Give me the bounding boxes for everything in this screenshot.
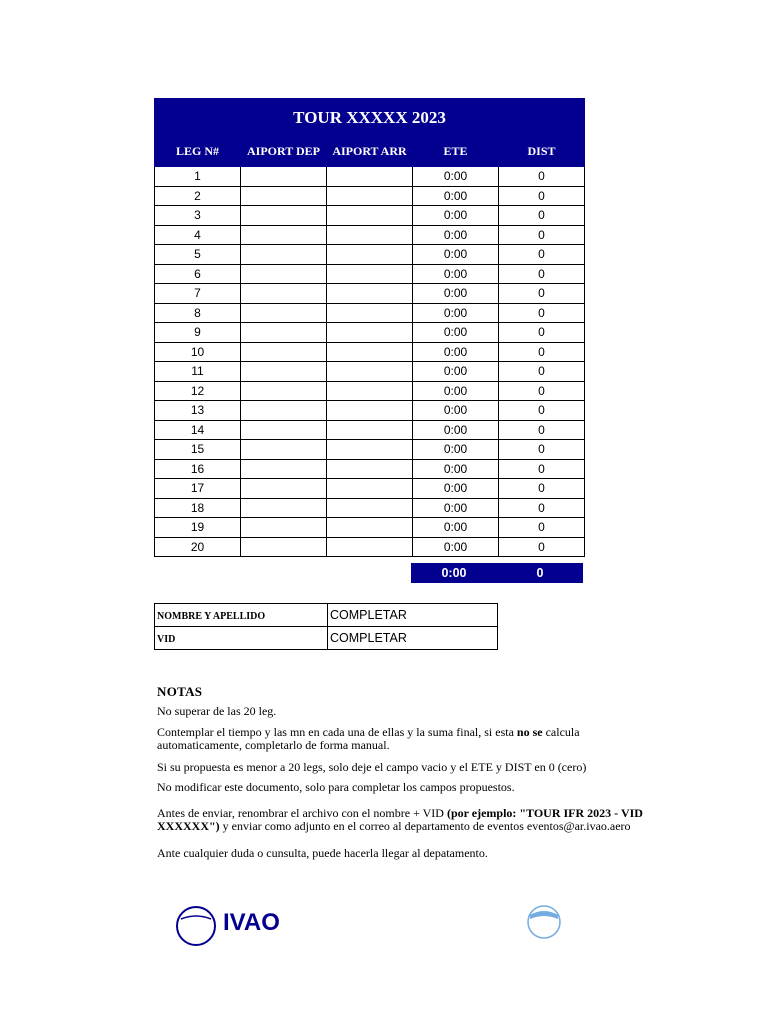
ete-cell: 0:00 bbox=[413, 186, 499, 206]
airport-dep-cell[interactable] bbox=[241, 167, 327, 187]
ivao-logo-icon bbox=[175, 905, 300, 935]
ete-cell: 0:00 bbox=[413, 284, 499, 304]
leg-number-cell: 8 bbox=[155, 303, 241, 323]
airport-arr-cell[interactable] bbox=[327, 537, 413, 557]
airport-arr-cell[interactable] bbox=[327, 498, 413, 518]
dist-cell: 0 bbox=[499, 440, 585, 460]
airport-dep-cell[interactable] bbox=[241, 206, 327, 226]
table-row bbox=[155, 186, 585, 206]
airport-arr-cell[interactable] bbox=[327, 245, 413, 265]
header-leg: LEG N# bbox=[155, 137, 241, 167]
airport-arr-cell[interactable] bbox=[327, 167, 413, 187]
table-row bbox=[155, 323, 585, 343]
dist-cell: 0 bbox=[499, 186, 585, 206]
airport-dep-cell[interactable] bbox=[241, 459, 327, 479]
airport-dep-cell[interactable] bbox=[241, 323, 327, 343]
name-field[interactable]: COMPLETAR bbox=[328, 604, 498, 627]
note-no-modify: No modificar este documento, solo para completar los campos propuestos. bbox=[157, 779, 515, 794]
note-text: calcula automaticamente, completarlo de forma manual. bbox=[157, 725, 580, 752]
table-row bbox=[155, 420, 585, 440]
vid-label: VID bbox=[155, 627, 328, 650]
leg-number-cell: 7 bbox=[155, 284, 241, 304]
leg-number-cell: 2 bbox=[155, 186, 241, 206]
ete-cell: 0:00 bbox=[413, 459, 499, 479]
airport-dep-cell[interactable] bbox=[241, 381, 327, 401]
dist-cell: 0 bbox=[499, 284, 585, 304]
airport-arr-cell[interactable] bbox=[327, 284, 413, 304]
dist-cell: 0 bbox=[499, 401, 585, 421]
leg-number-cell: 9 bbox=[155, 323, 241, 343]
airport-arr-cell[interactable] bbox=[327, 479, 413, 499]
ete-cell: 0:00 bbox=[413, 167, 499, 187]
ete-cell: 0:00 bbox=[413, 479, 499, 499]
table-row bbox=[155, 518, 585, 538]
notes-title: NOTAS bbox=[157, 684, 203, 699]
airport-arr-cell[interactable] bbox=[327, 381, 413, 401]
dist-cell: 0 bbox=[499, 323, 585, 343]
leg-number-cell: 1 bbox=[155, 167, 241, 187]
ete-cell: 0:00 bbox=[413, 225, 499, 245]
ete-cell: 0:00 bbox=[413, 362, 499, 382]
airport-dep-cell[interactable] bbox=[241, 401, 327, 421]
leg-number-cell: 5 bbox=[155, 245, 241, 265]
table-row bbox=[155, 167, 585, 187]
ivao-logo bbox=[175, 905, 300, 936]
note-text: Antes de enviar, renombrar el archivo con el nombre + VID bbox=[157, 806, 447, 820]
vid-row bbox=[155, 627, 498, 650]
table-row bbox=[155, 342, 585, 362]
table-row bbox=[155, 498, 585, 518]
ete-cell: 0:00 bbox=[413, 303, 499, 323]
header-dist: DIST bbox=[499, 137, 585, 167]
airport-dep-cell[interactable] bbox=[241, 498, 327, 518]
table-row bbox=[155, 440, 585, 460]
airport-arr-cell[interactable] bbox=[327, 323, 413, 343]
vid-field[interactable]: COMPLETAR bbox=[328, 627, 498, 650]
ete-cell: 0:00 bbox=[413, 401, 499, 421]
airport-dep-cell[interactable] bbox=[241, 342, 327, 362]
airport-dep-cell[interactable] bbox=[241, 362, 327, 382]
note-rename-file bbox=[157, 807, 647, 832]
leg-number-cell: 3 bbox=[155, 206, 241, 226]
airport-dep-cell[interactable] bbox=[241, 245, 327, 265]
dist-cell: 0 bbox=[499, 537, 585, 557]
dist-cell: 0 bbox=[499, 167, 585, 187]
tour-table bbox=[154, 98, 585, 557]
dist-cell: 0 bbox=[499, 479, 585, 499]
airport-dep-cell[interactable] bbox=[241, 440, 327, 460]
table-row bbox=[155, 225, 585, 245]
ivao-logo-text: IVAO bbox=[223, 909, 280, 936]
table-title: TOUR XXXXX 2023 bbox=[155, 99, 585, 137]
ete-cell: 0:00 bbox=[413, 420, 499, 440]
table-row bbox=[155, 479, 585, 499]
leg-number-cell: 16 bbox=[155, 459, 241, 479]
ete-cell: 0:00 bbox=[413, 537, 499, 557]
leg-number-cell: 18 bbox=[155, 498, 241, 518]
note-emphasis: (por ejemplo: "TOUR IFR 2023 - VID XXXXXX") bbox=[157, 806, 643, 833]
leg-number-cell: 10 bbox=[155, 342, 241, 362]
header-airport-dep: AIPORT DEP bbox=[241, 137, 327, 167]
airport-arr-cell[interactable] bbox=[327, 186, 413, 206]
leg-number-cell: 20 bbox=[155, 537, 241, 557]
ete-cell: 0:00 bbox=[413, 264, 499, 284]
table-row bbox=[155, 206, 585, 226]
table-row bbox=[155, 537, 585, 557]
airport-arr-cell[interactable] bbox=[327, 264, 413, 284]
airport-arr-cell[interactable] bbox=[327, 225, 413, 245]
dist-cell: 0 bbox=[499, 498, 585, 518]
dist-cell: 0 bbox=[499, 206, 585, 226]
header-airport-arr: AIPORT ARR bbox=[327, 137, 413, 167]
dist-cell: 0 bbox=[499, 342, 585, 362]
note-emphasis: no se bbox=[516, 725, 543, 739]
note-text: Contemplar el tiempo y las mn en cada una de ellas y la suma final, si esta bbox=[157, 725, 517, 739]
airport-arr-cell[interactable] bbox=[327, 303, 413, 323]
total-dist: 0 bbox=[536, 566, 544, 580]
airport-arr-cell[interactable] bbox=[327, 342, 413, 362]
leg-number-cell: 19 bbox=[155, 518, 241, 538]
airport-dep-cell[interactable] bbox=[241, 479, 327, 499]
leg-number-cell: 12 bbox=[155, 381, 241, 401]
dist-cell: 0 bbox=[499, 225, 585, 245]
dist-cell: 0 bbox=[499, 264, 585, 284]
ete-cell: 0:00 bbox=[413, 381, 499, 401]
name-row bbox=[155, 604, 498, 627]
name-label: NOMBRE Y APELLIDO bbox=[155, 604, 328, 627]
table-row bbox=[155, 303, 585, 323]
table-title-row bbox=[155, 99, 585, 137]
dist-cell: 0 bbox=[499, 362, 585, 382]
dist-cell: 0 bbox=[499, 245, 585, 265]
dist-cell: 0 bbox=[499, 303, 585, 323]
airport-dep-cell[interactable] bbox=[241, 420, 327, 440]
leg-number-cell: 13 bbox=[155, 401, 241, 421]
leg-number-cell: 14 bbox=[155, 420, 241, 440]
airport-arr-cell[interactable] bbox=[327, 206, 413, 226]
notes-section bbox=[157, 686, 647, 860]
ete-cell: 0:00 bbox=[413, 440, 499, 460]
table-row bbox=[155, 245, 585, 265]
dist-cell: 0 bbox=[499, 459, 585, 479]
argentina-division-emblem-icon bbox=[526, 905, 562, 935]
ete-cell: 0:00 bbox=[413, 323, 499, 343]
dist-cell: 0 bbox=[499, 420, 585, 440]
leg-number-cell: 11 bbox=[155, 362, 241, 382]
ete-cell: 0:00 bbox=[413, 518, 499, 538]
table-row bbox=[155, 284, 585, 304]
total-ete: 0:00 bbox=[441, 566, 467, 580]
table-row bbox=[155, 264, 585, 284]
airport-arr-cell[interactable] bbox=[327, 518, 413, 538]
argentina-division-logo bbox=[526, 905, 562, 920]
table-row bbox=[155, 459, 585, 479]
airport-dep-cell[interactable] bbox=[241, 186, 327, 206]
note-fewer-legs: Si su propuesta es menor a 20 legs, solo deje el campo vacio y el ETE y DIST en 0 (cero) bbox=[157, 760, 587, 774]
airport-dep-cell[interactable] bbox=[241, 225, 327, 245]
totals-row bbox=[411, 563, 583, 583]
table-body bbox=[155, 167, 585, 557]
airport-arr-cell[interactable] bbox=[327, 459, 413, 479]
ete-cell: 0:00 bbox=[413, 245, 499, 265]
leg-number-cell: 4 bbox=[155, 225, 241, 245]
note-time-distance bbox=[157, 726, 647, 751]
dist-cell: 0 bbox=[499, 518, 585, 538]
table-row bbox=[155, 381, 585, 401]
airport-dep-cell[interactable] bbox=[241, 284, 327, 304]
table-header-row bbox=[155, 137, 585, 167]
ete-cell: 0:00 bbox=[413, 498, 499, 518]
dist-cell: 0 bbox=[499, 381, 585, 401]
airport-dep-cell[interactable] bbox=[241, 537, 327, 557]
leg-number-cell: 15 bbox=[155, 440, 241, 460]
airport-arr-cell[interactable] bbox=[327, 401, 413, 421]
note-max-legs: No superar de las 20 leg. bbox=[157, 703, 277, 718]
airport-dep-cell[interactable] bbox=[241, 264, 327, 284]
airport-arr-cell[interactable] bbox=[327, 420, 413, 440]
leg-number-cell: 6 bbox=[155, 264, 241, 284]
airport-arr-cell[interactable] bbox=[327, 440, 413, 460]
airport-dep-cell[interactable] bbox=[241, 518, 327, 538]
leg-number-cell: 17 bbox=[155, 479, 241, 499]
ete-cell: 0:00 bbox=[413, 342, 499, 362]
header-ete: ETE bbox=[413, 137, 499, 167]
airport-arr-cell[interactable] bbox=[327, 362, 413, 382]
table-row bbox=[155, 401, 585, 421]
pilot-info-table bbox=[154, 603, 498, 650]
airport-dep-cell[interactable] bbox=[241, 303, 327, 323]
ete-cell: 0:00 bbox=[413, 206, 499, 226]
note-contact: Ante cualquier duda o cunsulta, puede hacerla llegar al depatamento. bbox=[157, 846, 488, 860]
table-row bbox=[155, 362, 585, 382]
note-text: y enviar como adjunto en el correo al departamento de eventos eventos@ar.ivao.aero bbox=[219, 818, 631, 833]
